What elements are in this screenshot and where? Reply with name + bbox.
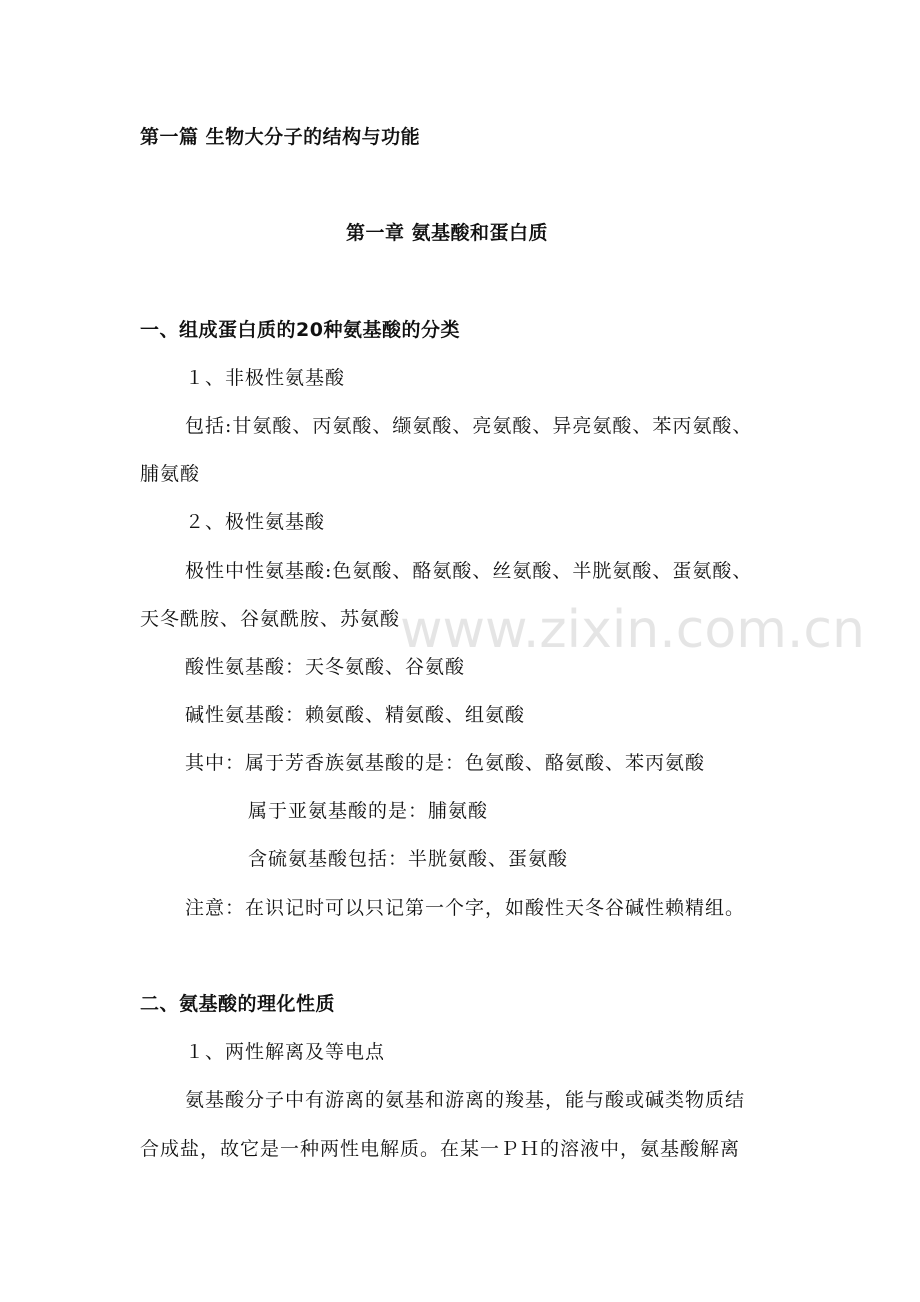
section1-sub2-heading: ２、极性氨基酸 — [185, 511, 326, 533]
section2-heading: 二、氨基酸的理化性质 — [140, 993, 336, 1015]
watermark: www.zixin.com.cn — [400, 600, 865, 660]
polar-neutral-line1: 极性中性氨基酸:色氨酸、酪氨酸、丝氨酸、半胱氨酸、蛋氨酸、 — [185, 560, 753, 582]
section1-heading: 一、组成蛋白质的20种氨基酸的分类 — [140, 319, 460, 341]
chapter-title: 第一章 氨基酸和蛋白质 — [345, 222, 549, 244]
part-title: 第一篇 生物大分子的结构与功能 — [140, 126, 421, 148]
aromatic-amino-acids: 其中：属于芳香族氨基酸的是：色氨酸、酪氨酸、苯丙氨酸 — [185, 752, 706, 774]
sulfur-amino-acids: 含硫氨基酸包括：半胱氨酸、蛋氨酸 — [248, 848, 569, 870]
nonpolar-list-line2: 脯氨酸 — [140, 463, 201, 485]
section2-sub1-heading: １、两性解离及等电点 — [185, 1041, 386, 1063]
basic-amino-acids: 碱性氨基酸：赖氨酸、精氨酸、组氨酸 — [185, 704, 526, 726]
nonpolar-list-line1: 包括:甘氨酸、丙氨酸、缬氨酸、亮氨酸、异亮氨酸、苯丙氨酸、 — [185, 415, 753, 437]
paragraph-line2: 合成盐，故它是一种两性电解质。在某一ＰＨ的溶液中，氨基酸解离 — [140, 1138, 741, 1160]
memory-note: 注意：在识记时可以只记第一个字，如酸性天冬谷碱性赖精组。 — [185, 897, 746, 919]
imino-acids: 属于亚氨基酸的是：脯氨酸 — [248, 800, 489, 822]
polar-neutral-line2: 天冬酰胺、谷氨酰胺、苏氨酸 — [140, 608, 401, 630]
paragraph-line1: 氨基酸分子中有游离的氨基和游离的羧基，能与酸或碱类物质结 — [185, 1089, 746, 1111]
acidic-amino-acids: 酸性氨基酸：天冬氨酸、谷氨酸 — [185, 656, 466, 678]
section1-sub1-heading: １、非极性氨基酸 — [185, 367, 346, 389]
